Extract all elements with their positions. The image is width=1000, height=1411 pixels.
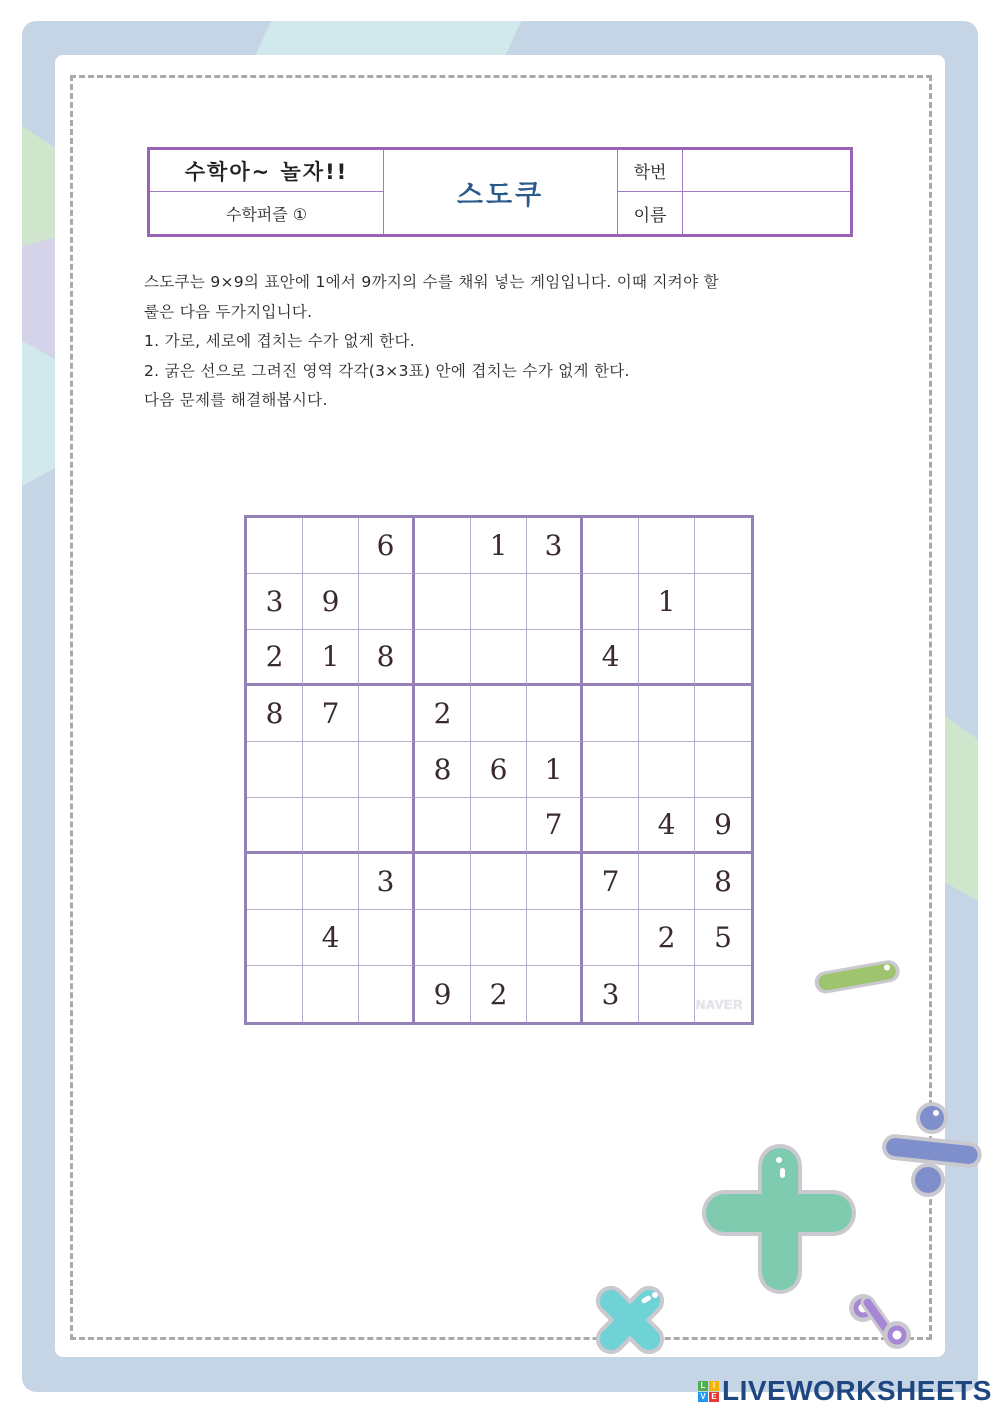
given-number: 3: [376, 865, 395, 898]
sudoku-cell: [471, 686, 527, 742]
student-id-cell: [683, 150, 850, 192]
sudoku-answer-input[interactable]: [303, 518, 358, 573]
sudoku-answer-input[interactable]: [247, 966, 302, 1022]
given-number: 6: [376, 529, 395, 562]
plus-icon: [700, 1140, 860, 1295]
sudoku-cell: [583, 518, 639, 574]
sudoku-cell: [639, 518, 695, 574]
sudoku-cell: [415, 630, 471, 686]
given-number: 6: [489, 753, 508, 786]
sudoku-cell: [359, 686, 415, 742]
given-number: 9: [714, 808, 732, 841]
divide-icon: [880, 1100, 985, 1200]
sudoku-cell: [639, 966, 695, 1022]
percent-icon: [845, 1290, 915, 1355]
page-title: 스도쿠: [384, 150, 618, 234]
sudoku-cell: [639, 742, 695, 798]
sudoku-answer-input[interactable]: [247, 518, 302, 573]
sudoku-cell: [583, 686, 639, 742]
given-number: 2: [265, 640, 284, 673]
sudoku-answer-input[interactable]: [415, 630, 470, 683]
sudoku-cell: [415, 910, 471, 966]
sudoku-cell: [415, 966, 471, 1022]
sudoku-answer-input[interactable]: [415, 574, 470, 629]
sudoku-cell: [583, 854, 639, 910]
instruction-line: 1. 가로, 세로에 겹치는 수가 없게 한다.: [144, 332, 416, 350]
instructions: [144, 268, 859, 416]
sudoku-cell: [415, 574, 471, 630]
sudoku-answer-input[interactable]: [527, 910, 580, 965]
sudoku-cell: [471, 742, 527, 798]
sudoku-cell: [471, 854, 527, 910]
sudoku-cell: [583, 742, 639, 798]
sudoku-answer-input[interactable]: [471, 686, 526, 741]
sudoku-answer-input[interactable]: [303, 742, 358, 797]
given-number: 9: [321, 585, 340, 618]
given-number: 3: [265, 585, 284, 618]
sudoku-answer-input[interactable]: [527, 854, 580, 909]
sudoku-grid: [244, 515, 754, 1025]
subtitle: 수학퍼즐 ①: [150, 192, 384, 234]
sudoku-cell: [527, 630, 583, 686]
sudoku-cell: [359, 574, 415, 630]
sudoku-answer-input[interactable]: [583, 798, 638, 851]
sudoku-cell: [639, 910, 695, 966]
sudoku-answer-input[interactable]: [415, 798, 470, 851]
sudoku-answer-input[interactable]: [359, 910, 412, 965]
sudoku-cell: [303, 798, 359, 854]
sudoku-answer-input[interactable]: [471, 574, 526, 629]
sudoku-answer-input[interactable]: [247, 798, 302, 851]
sudoku-cell: [639, 798, 695, 854]
sudoku-answer-input[interactable]: [695, 966, 751, 1022]
given-number: 1: [489, 529, 508, 562]
sudoku-cell: [695, 742, 751, 798]
sudoku-answer-input[interactable]: [303, 854, 358, 909]
sudoku-answer-input[interactable]: [527, 966, 580, 1022]
given-number: 4: [657, 808, 676, 841]
sudoku-answer-input[interactable]: [527, 686, 580, 741]
sudoku-answer-input[interactable]: [527, 574, 580, 629]
sudoku-cell: [247, 518, 303, 574]
given-number: 7: [601, 865, 620, 898]
sudoku-cell: [247, 630, 303, 686]
sudoku-answer-input[interactable]: [695, 742, 751, 797]
sudoku-answer-input[interactable]: [359, 966, 412, 1022]
sudoku-cell: [303, 966, 359, 1022]
sudoku-cell: [695, 686, 751, 742]
sudoku-cell: [695, 798, 751, 854]
sudoku-answer-input[interactable]: [415, 854, 470, 909]
sudoku-answer-input[interactable]: [471, 630, 526, 683]
sudoku-cell: [247, 910, 303, 966]
sudoku-answer-input[interactable]: [639, 854, 694, 909]
given-number: 8: [714, 865, 732, 898]
sudoku-cell: [583, 966, 639, 1022]
given-number: 8: [376, 640, 395, 673]
sudoku-answer-input[interactable]: [303, 966, 358, 1022]
sudoku-cell: [583, 798, 639, 854]
sudoku-cell: [695, 966, 751, 1022]
naver-watermark: NAVER: [695, 997, 743, 1012]
sudoku-cell: [247, 742, 303, 798]
sudoku-cell: [695, 574, 751, 630]
sudoku-answer-input[interactable]: [471, 910, 526, 965]
sudoku-cell: [471, 518, 527, 574]
sudoku-cell: [527, 686, 583, 742]
sudoku-cell: [303, 854, 359, 910]
instruction-line: 다음 문제를 해결해봅시다.: [144, 391, 328, 409]
name-cell: [683, 192, 850, 234]
sudoku-cell: [303, 518, 359, 574]
sudoku-answer-input[interactable]: [583, 518, 638, 573]
sudoku-cell: [303, 630, 359, 686]
sudoku-answer-input[interactable]: [247, 854, 302, 909]
sudoku-cell: [415, 798, 471, 854]
sudoku-cell: [247, 574, 303, 630]
sudoku-cell: [639, 574, 695, 630]
sudoku-answer-input[interactable]: [415, 910, 470, 965]
sudoku-cell: [247, 854, 303, 910]
sudoku-cell: [527, 798, 583, 854]
student-id-label: 학번: [618, 150, 683, 192]
sudoku-answer-input[interactable]: [695, 518, 751, 573]
sudoku-cell: [247, 686, 303, 742]
sudoku-cell: [639, 686, 695, 742]
given-number: 8: [433, 753, 452, 786]
sudoku-answer-input[interactable]: [583, 574, 638, 629]
header-table: [147, 147, 853, 237]
sudoku-cell: [583, 910, 639, 966]
logo-text: LIVEWORKSHEETS: [722, 1375, 992, 1406]
times-icon: [583, 1275, 678, 1365]
sudoku-cell: [415, 686, 471, 742]
liveworksheets-logo[interactable]: [698, 1376, 992, 1406]
sudoku-answer-input[interactable]: [471, 854, 526, 909]
sudoku-cell: [583, 630, 639, 686]
sudoku-cell: [471, 910, 527, 966]
given-number: 2: [433, 697, 452, 730]
given-number: 8: [265, 697, 284, 730]
sudoku-answer-input[interactable]: [359, 798, 412, 851]
given-number: 3: [601, 977, 620, 1011]
sudoku-answer-input[interactable]: [639, 630, 694, 683]
sudoku-cell: [415, 854, 471, 910]
brand-title: 수학아~ 놀자!!: [150, 150, 384, 192]
sudoku-answer-input[interactable]: [583, 686, 638, 741]
sudoku-cell: [695, 910, 751, 966]
sudoku-cell: [415, 518, 471, 574]
sudoku-answer-input[interactable]: [247, 742, 302, 797]
instruction-line: 2. 굵은 선으로 그려진 영역 각각(3×3표) 안에 겹치는 수가 없게 한다.: [144, 361, 630, 380]
sudoku-answer-input[interactable]: [695, 686, 751, 741]
sudoku-cell: [527, 910, 583, 966]
sudoku-cell: [527, 574, 583, 630]
sudoku-cell: [415, 742, 471, 798]
sudoku-answer-input[interactable]: [583, 742, 638, 797]
given-number: 5: [714, 921, 732, 954]
sudoku-cell: [695, 854, 751, 910]
given-number: 4: [601, 640, 620, 673]
instruction-line: 룰은 다음 두가지입니다.: [144, 302, 313, 321]
sudoku-answer-input[interactable]: [639, 742, 694, 797]
sudoku-cell: [247, 966, 303, 1022]
instruction-line: 스도쿠는 9×9의 표안에 1에서 9까지의 수를 채워 넣는 게임입니다. 이때 지켜야 할: [144, 273, 719, 291]
sudoku-cell: [303, 910, 359, 966]
given-number: 1: [657, 585, 676, 618]
sudoku-answer-input[interactable]: [695, 630, 751, 683]
given-number: 9: [433, 977, 452, 1011]
sudoku-answer-input[interactable]: [359, 686, 412, 741]
sudoku-cell: [303, 742, 359, 798]
given-number: 2: [489, 977, 508, 1011]
sudoku-answer-input[interactable]: [639, 686, 694, 741]
sudoku-cell: [639, 854, 695, 910]
name-input[interactable]: [683, 192, 850, 234]
sudoku-cell: [303, 574, 359, 630]
sudoku-cell: [527, 742, 583, 798]
sudoku-cell: [359, 798, 415, 854]
sudoku-answer-input[interactable]: [471, 798, 526, 851]
sudoku-cell: [527, 966, 583, 1022]
sudoku-cell: [359, 518, 415, 574]
sudoku-cell: [527, 854, 583, 910]
given-number: 4: [321, 921, 340, 954]
sudoku-cell: [303, 686, 359, 742]
sudoku-answer-input[interactable]: [695, 574, 751, 629]
sudoku-cell: [471, 574, 527, 630]
sudoku-answer-input[interactable]: [415, 518, 470, 573]
sudoku-cell: [359, 742, 415, 798]
sudoku-cell: [359, 966, 415, 1022]
given-number: 2: [657, 921, 676, 954]
sudoku-cell: [359, 910, 415, 966]
sudoku-cell: [359, 854, 415, 910]
sudoku-cell: [471, 798, 527, 854]
name-label: 이름: [618, 192, 683, 234]
minus-icon: [808, 955, 904, 997]
sudoku-cell: [583, 574, 639, 630]
sudoku-answer-input[interactable]: [639, 518, 694, 573]
sudoku-cell: [695, 630, 751, 686]
sudoku-cell: [247, 798, 303, 854]
given-number: 1: [321, 640, 340, 673]
logo-cubes-icon: L I V E: [698, 1381, 719, 1402]
given-number: 7: [544, 808, 563, 841]
sudoku-cell: [527, 518, 583, 574]
sudoku-cell: [695, 518, 751, 574]
sudoku-cell: [471, 966, 527, 1022]
sudoku-answer-input[interactable]: [527, 630, 580, 683]
given-number: 7: [321, 697, 340, 730]
sudoku-cell: [471, 630, 527, 686]
sudoku-cell: [359, 630, 415, 686]
sudoku-answer-input[interactable]: [303, 798, 358, 851]
given-number: 3: [544, 529, 563, 562]
sudoku-answer-input[interactable]: [583, 910, 638, 965]
sudoku-cell: [639, 630, 695, 686]
sudoku-answer-input[interactable]: [359, 574, 412, 629]
sudoku-answer-input[interactable]: [359, 742, 412, 797]
sudoku-answer-input[interactable]: [639, 966, 694, 1022]
given-number: 1: [544, 753, 563, 786]
student-id-input[interactable]: [683, 150, 850, 191]
sudoku-answer-input[interactable]: [247, 910, 302, 965]
